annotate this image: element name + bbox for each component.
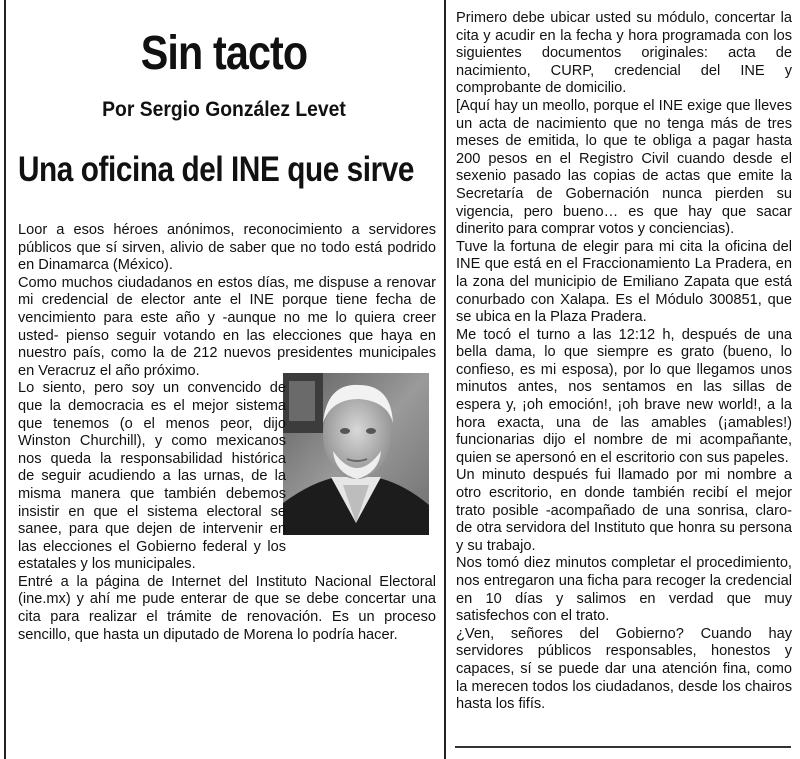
column-divider xyxy=(444,0,446,759)
article-paragraph: Nos tomó diez minutos completar el procedimiento, nos entregaron una ficha para recoger la credencial en 10 días y salimos en verdad que muy satisfechos con el trato. xyxy=(456,555,792,625)
article-paragraph: Loor a esos héroes anónimos, reconocimiento a servidores públicos que sí sirven, alivio de saber que no todo está podrido en Dinamarca (México). xyxy=(18,222,436,274)
column-title: Sin tacto xyxy=(140,27,308,80)
right-column-body xyxy=(456,10,792,714)
article-paragraph: ¿Ven, señores del Gobierno? Cuando hay servidores públicos responsables, honestos y capaces, sí se puede dar una atención fina, como la merecen todos los ciudadanos, desde los chairos hasta los fifís. xyxy=(456,625,792,713)
article-paragraph: Lo siento, pero soy un convencido de que la democracia es el mejor sistema que tenemos (o el menos peor, dijo Winston Churchill), y como mexicanos nos queda la responsabilidad histórica de seguir acudiendo a las urnas, de la misma manera que también debemos insistir en que el sistema electoral se sanee, para que dejen de intervenir en las elecciones el Gobierno federal y los estatales y los municipales. xyxy=(18,380,286,573)
left-column-body xyxy=(18,222,436,644)
article-paragraph: Primero debe ubicar usted su módulo, concertar la cita y acudir en la fecha y hora programada con los siguientes documentos originales: acta de nacimiento, CURP, credencial del INE y comprobante de domicilio. xyxy=(456,10,792,97)
article-paragraph: [Aquí hay un meollo, porque el INE exige que lleves un acta de nacimiento que no tenga más de tres meses de emitida, lo que te obliga a pagar hasta 200 pesos en el Registro Civil cuando desde el sexenio pasado las copias de actas que emite la Secretaría de Gobernación nunca pierden su vigencia, pero bueno… es que hay que sacar dinerito para comprar votos y conciencias). xyxy=(456,97,792,238)
article-paragraph: Tuve la fortuna de elegir para mi cita la oficina del INE que está en el Fraccionamiento La Pradera, en la zona del municipio de Emiliano Zapata que está conurbado con Xalapa. Es el Módulo 300851, que se ubica en la Plaza Pradera. xyxy=(456,238,792,326)
photo-float-spacer xyxy=(286,373,436,541)
byline: Por Sergio González Levet xyxy=(102,98,346,121)
article-paragraph: Como muchos ciudadanos en estos días, me dispuse a renovar mi credencial de elector ante el INE porque tiene fecha de vencimiento para este año y -aunque no me lo quiera creer usted- pienso seguir votando en las elecciones que haya en nuestro país, como la de 212 nuevos presidentes municipales en Veracruz el año próximo. xyxy=(18,274,436,379)
article-paragraph: Entré a la página de Internet del Instituto Nacional Electoral (ine.mx) y ahí me pude enterar de que se debe concertar una cita para realizar el trámite de renovación. Es un proceso sencillo, que hasta un diputado de Morena lo podría hacer. xyxy=(18,573,436,643)
article-paragraph: Me tocó el turno a las 12:12 h, después de una bella dama, lo que siempre es grato (bueno, lo confieso, es mi esposa), por lo que llegamos unos minutos antes, nos sentamos en las sillas de espera y, ¡oh emoción!, ¡oh brave new world!, a la hora exacta, una de las amables (¡amables!) funcionarias dijo el nombre de mi acompañante, quien se apersonó en el escritorio con sus papeles. xyxy=(456,326,792,466)
left-border-rule xyxy=(4,0,6,759)
right-column xyxy=(456,10,792,714)
bottom-rule xyxy=(455,746,791,748)
headline: Una oficina del INE que sirve xyxy=(18,150,415,189)
article-paragraph: Un minuto después fui llamado por mi nombre a otro escritorio, en donde también recibí el mejor trato posible -acompañado de una sonrisa, claro- de otra servidora del Instituto que honra su persona y su trabajo. xyxy=(456,467,792,554)
